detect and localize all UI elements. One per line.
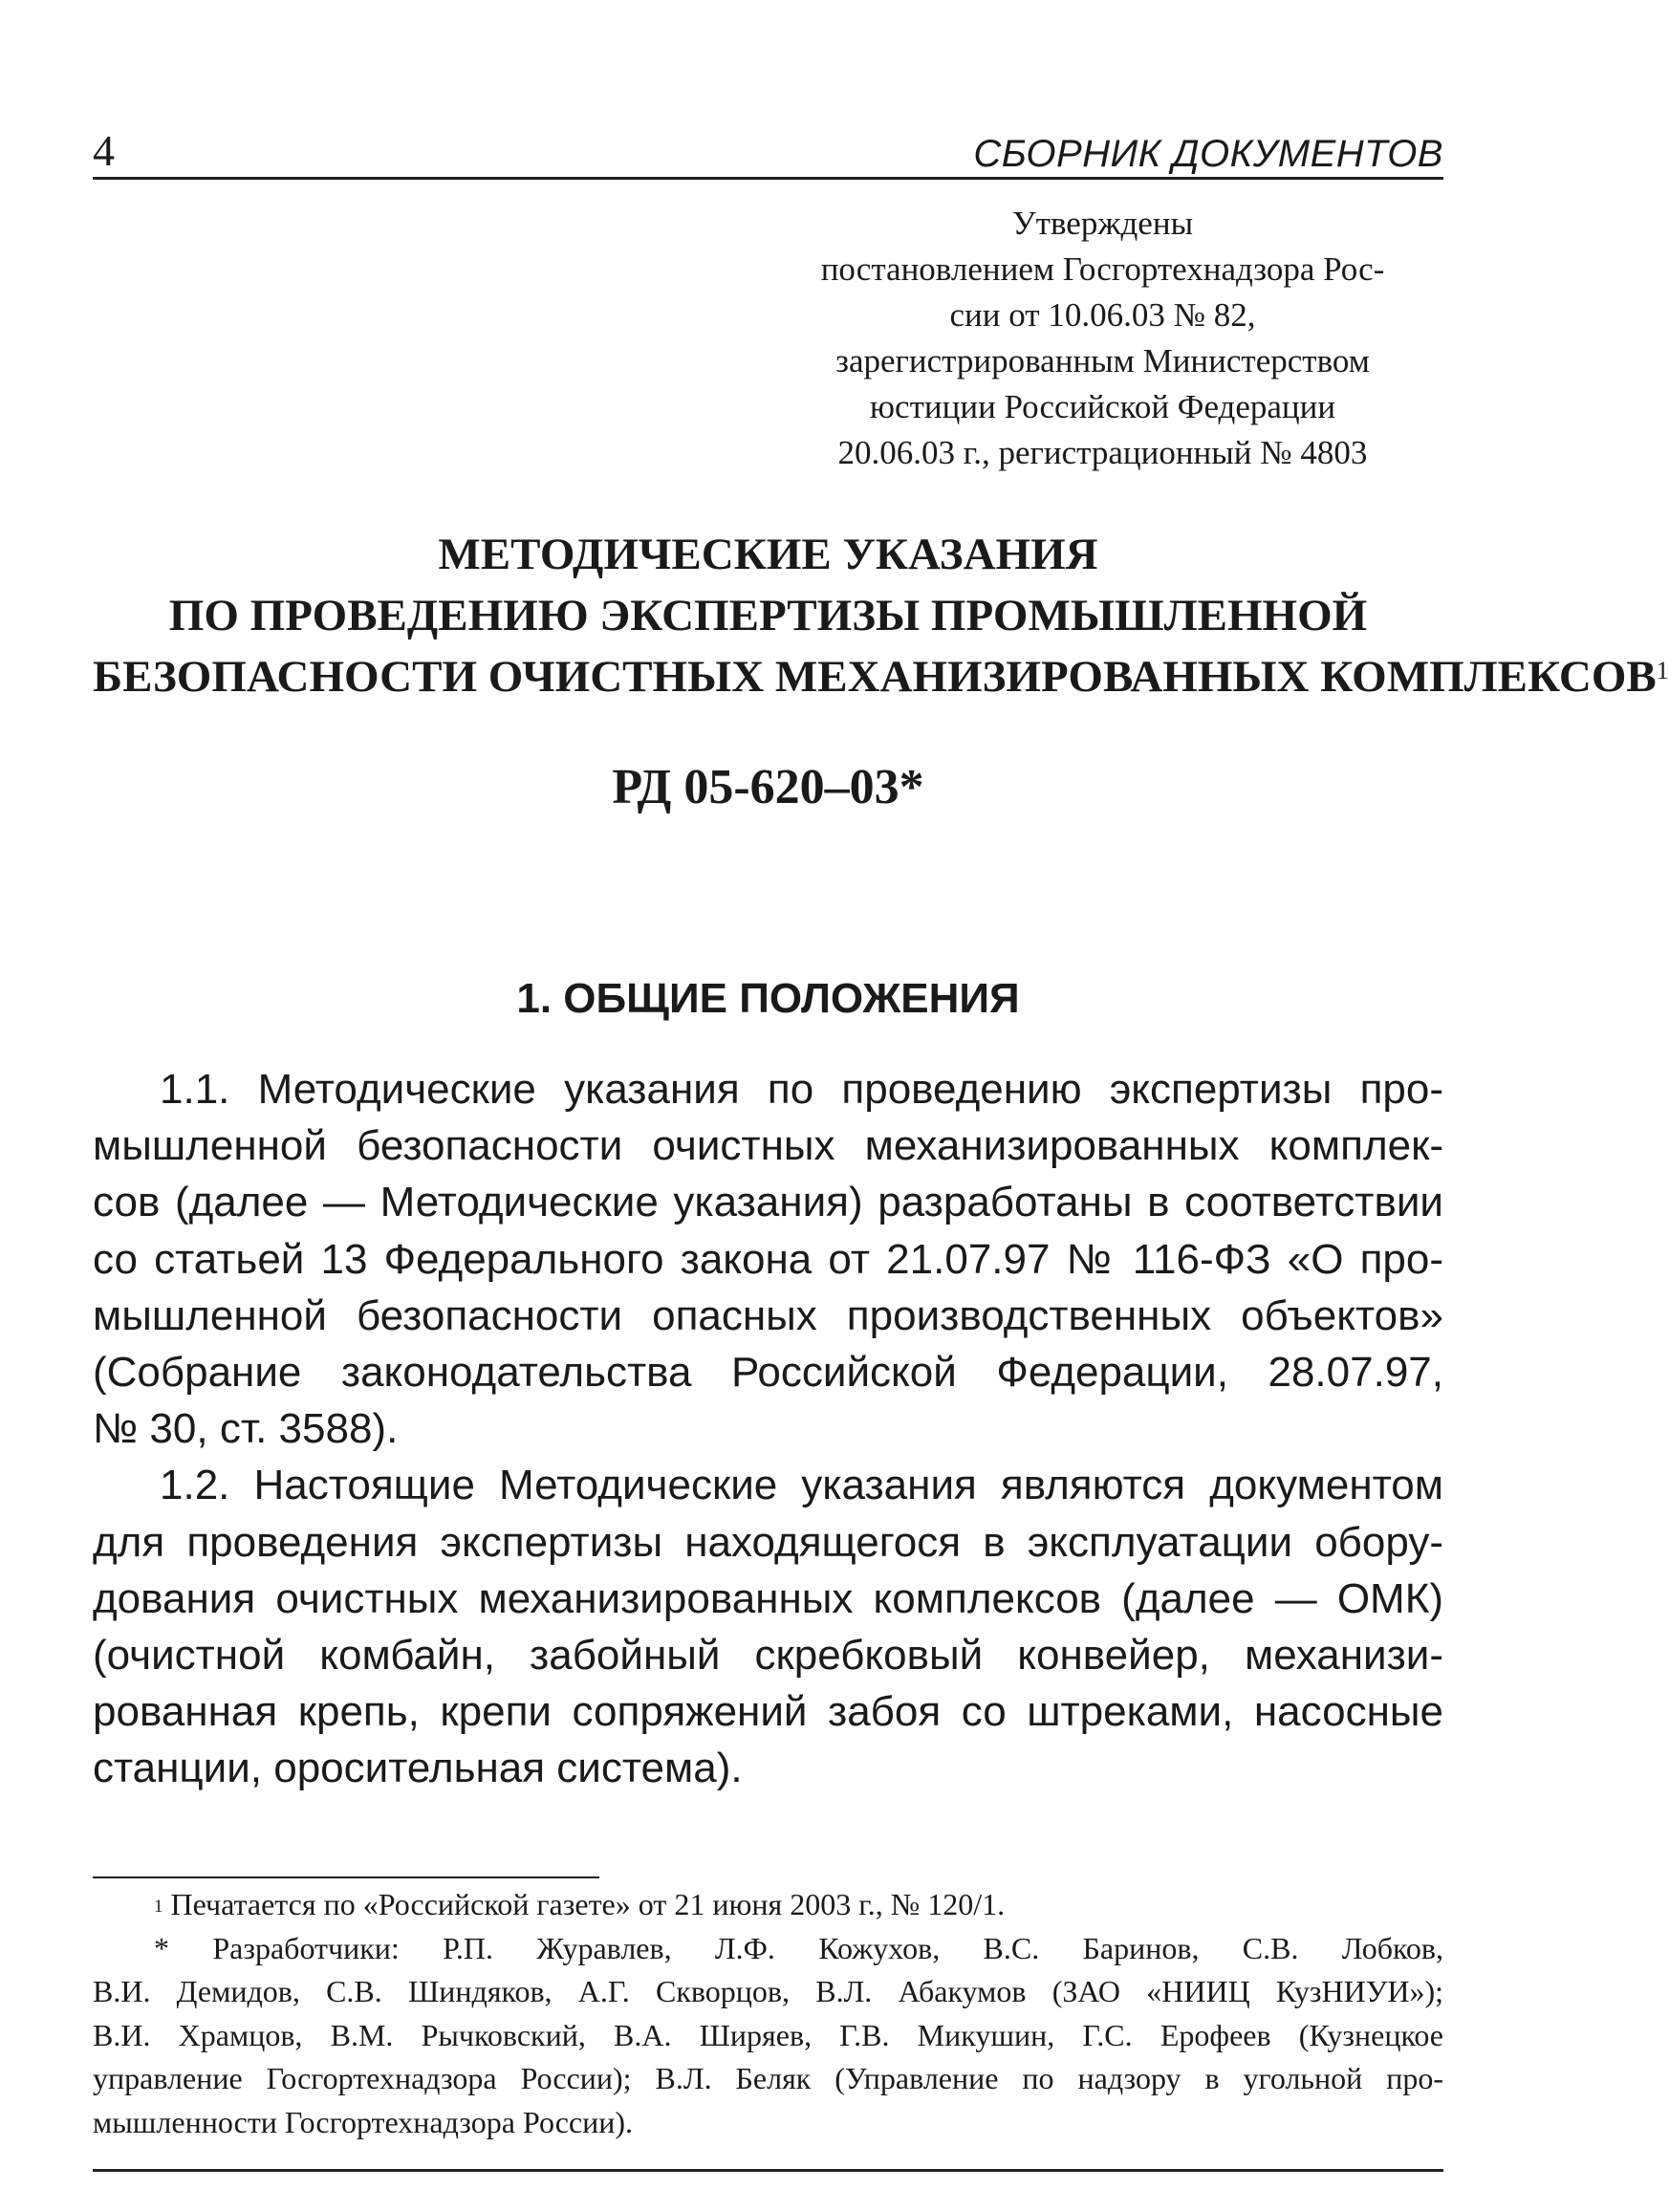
title-line — [93, 646, 1669, 707]
paragraph-line: мышленной безопасности очистных механизированных комплек- — [93, 1122, 1443, 1170]
paragraph-line: (очистной комбайн, забойный скребковый конвейер, механизи- — [93, 1632, 1443, 1680]
running-header — [93, 119, 1443, 180]
document-page — [93, 0, 1669, 2212]
document-title — [93, 524, 1669, 707]
bottom-rule — [93, 2169, 1443, 2172]
footnote-line: В.И. Храмцов, В.М. Рычковский, В.А. Ширяев, Г.В. Микушин, Г.С. Ерофеев (Кузнецкое — [93, 2017, 1443, 2052]
paragraph-line: со статьей 13 Федерального закона от 21.07.97 № 116-ФЗ «О про- — [93, 1235, 1443, 1283]
paragraph-line: дования очистных механизированных комплексов (далее — ОМК) — [93, 1574, 1443, 1622]
approval-line: постановлением Госгортехнадзора Рос- — [820, 250, 1385, 288]
footnote-text: Печатается по «Российской газете» от 21 июня 2003 г., № 120/1. — [163, 1887, 1006, 1921]
title-line-text: БЕЗОПАСНОСТИ ОЧИСТНЫХ МЕХАНИЗИРОВАННЫХ КОМПЛЕКСОВ — [93, 652, 1657, 702]
footnote-line: * Разработчики: Р.П. Журавлев, Л.Ф. Кожухов, В.С. Баринов, С.В. Лобков, — [154, 1930, 1443, 1965]
footnote-mark: 1 — [154, 1897, 163, 1917]
title-footnote-mark: 1 — [1656, 657, 1669, 684]
footnote-separator — [93, 1876, 599, 1878]
approval-line: сии от 10.06.03 № 82, — [949, 296, 1256, 334]
approval-line: юстиции Российской Федерации — [869, 388, 1336, 425]
footnote-1 — [93, 1883, 1443, 1927]
paragraph-line: 1.1. Методические указания по проведению экспертизы про- — [160, 1066, 1443, 1113]
paragraph-line: 1.2. Настоящие Методические указания являются документом — [160, 1462, 1443, 1509]
paragraph-line: (Собрание законодательства Российской Федерации, 28.07.97, — [93, 1349, 1443, 1397]
paragraph-1-2 — [93, 1457, 1443, 1796]
footnote-line: мышленности Госгортехнадзора России). — [93, 2104, 634, 2139]
paragraph-1-1 — [93, 1061, 1443, 1457]
approval-line: 20.06.03 г., регистрационный № 4803 — [837, 434, 1368, 471]
approval-line: Утверждены — [1011, 205, 1194, 242]
page-number: 4 — [93, 126, 115, 175]
paragraph-line: № 30, ст. 3588). — [93, 1405, 399, 1453]
paragraph-line: рованная крепь, крепи сопряжений забоя со штреками, насосные — [93, 1688, 1443, 1736]
footnotes — [93, 1883, 1443, 2144]
approval-block — [762, 201, 1443, 476]
section-heading: 1. ОБЩИЕ ПОЛОЖЕНИЯ — [516, 975, 1020, 1022]
paragraph-line: сов (далее — Методические указания) разработаны в соответствии — [93, 1179, 1443, 1226]
title-line: МЕТОДИЧЕСКИЕ УКАЗАНИЯ — [438, 530, 1098, 579]
footnote-line: В.И. Демидов, С.В. Шиндяков, А.Г. Скворцов, В.Л. Абакумов (ЗАО «НИИЦ КузНИУИ»); — [93, 1974, 1443, 2008]
collection-title: СБОРНИК ДОКУМЕНТОВ — [973, 133, 1443, 175]
paragraph-line: мышленной безопасности опасных производственных объектов» — [93, 1291, 1443, 1339]
paragraph-line: станции, оросительная система). — [93, 1745, 743, 1792]
body-text — [93, 1061, 1443, 1797]
paragraph-line: для проведения экспертизы находящегося в эксплуатации обору- — [93, 1518, 1443, 1566]
footnote-line: управление Госгортехнадзора России); В.Л. Беляк (Управление по надзору в угольной про- — [93, 2061, 1443, 2095]
title-line: ПО ПРОВЕДЕНИЮ ЭКСПЕРТИЗЫ ПРОМЫШЛЕННОЙ — [168, 591, 1368, 640]
approval-line: зарегистрированным Министерством — [835, 342, 1370, 380]
document-code: РД 05-620–03* — [612, 760, 924, 814]
